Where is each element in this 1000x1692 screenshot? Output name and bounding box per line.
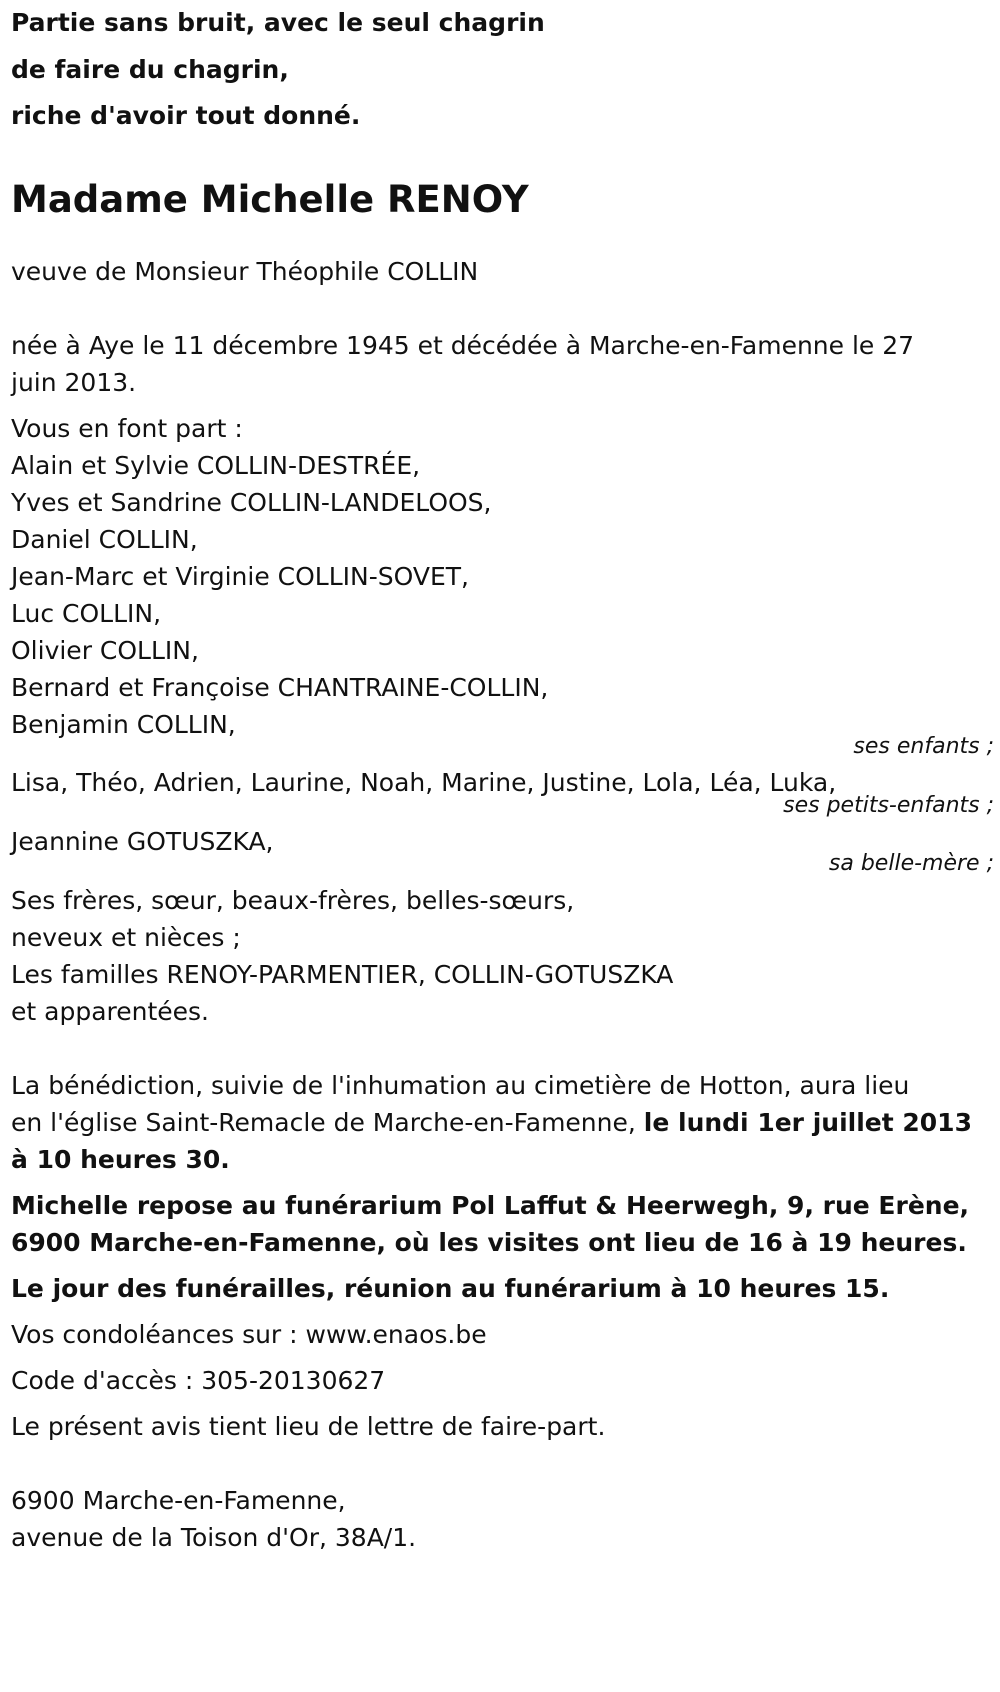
grandchildren-line: Lisa, Théo, Adrien, Laurine, Noah, Marine, Justine, Lola, Léa, Luka, xyxy=(11,768,837,797)
epigraph-line-3: riche d'avoir tout donné. xyxy=(11,101,361,130)
grandchildren-role-label: ses petits-enfants ; xyxy=(783,793,994,818)
family-line: et apparentées. xyxy=(11,997,209,1026)
child-line: Bernard et Françoise CHANTRAINE-COLLIN, xyxy=(11,673,549,702)
mother-in-law-line: Jeannine GOTUSZKA, xyxy=(11,827,274,856)
condolences-website: Vos condoléances sur : www.enaos.be xyxy=(11,1320,487,1349)
family-line: Les familles RENOY-PARMENTIER, COLLIN-GOTUSZKA xyxy=(11,960,674,989)
address-line-1: 6900 Marche-en-Famenne, xyxy=(11,1486,346,1515)
epigraph-line-1: Partie sans bruit, avec le seul chagrin xyxy=(11,8,545,37)
birth-death-line-2: juin 2013. xyxy=(11,368,137,397)
ceremony-location: en l'église Saint-Remacle de Marche-en-Famenne, xyxy=(11,1108,644,1137)
child-line: Olivier COLLIN, xyxy=(11,636,199,665)
ceremony-line-2 xyxy=(11,1108,972,1138)
deceased-name: Madame Michelle RENOY xyxy=(11,178,529,221)
epigraph-line-2: de faire du chagrin, xyxy=(11,55,289,84)
announcers-intro: Vous en font part : xyxy=(11,414,243,443)
family-line: neveux et nièces ; xyxy=(11,923,241,952)
ceremony-line-1: La bénédiction, suivie de l'inhumation au cimetière de Hotton, aura lieu xyxy=(11,1071,910,1100)
child-line: Benjamin COLLIN, xyxy=(11,710,236,739)
birth-death-line-1: née à Aye le 11 décembre 1945 et décédée à Marche-en-Famenne le 27 xyxy=(11,331,915,360)
ceremony-date: le lundi 1er juillet 2013 xyxy=(643,1108,972,1137)
child-line: Luc COLLIN, xyxy=(11,599,162,628)
visitation-line-1: Michelle repose au funérarium Pol Laffut & Heerwegh, 9, rue Erène, xyxy=(11,1191,970,1220)
child-line: Jean-Marc et Virginie COLLIN-SOVET, xyxy=(11,562,469,591)
widow-of-line: veuve de Monsieur Théophile COLLIN xyxy=(11,257,479,286)
mother-in-law-role-label: sa belle-mère ; xyxy=(828,851,994,876)
funeral-day-line: Le jour des funérailles, réunion au funérarium à 10 heures 15. xyxy=(11,1274,890,1303)
condolences-access-code: Code d'accès : 305-20130627 xyxy=(11,1366,386,1395)
visitation-line-2: 6900 Marche-en-Famenne, où les visites ont lieu de 16 à 19 heures. xyxy=(11,1228,967,1257)
child-line: Daniel COLLIN, xyxy=(11,525,198,554)
ceremony-time: à 10 heures 30. xyxy=(11,1145,230,1174)
child-line: Alain et Sylvie COLLIN-DESTRÉE, xyxy=(11,451,421,480)
address-line-2: avenue de la Toison d'Or, 38A/1. xyxy=(11,1523,417,1552)
family-line: Ses frères, sœur, beaux-frères, belles-sœurs, xyxy=(11,886,575,915)
child-line: Yves et Sandrine COLLIN-LANDELOOS, xyxy=(11,488,492,517)
children-role-label: ses enfants ; xyxy=(853,734,994,759)
faire-part-notice: Le présent avis tient lieu de lettre de faire-part. xyxy=(11,1412,606,1441)
